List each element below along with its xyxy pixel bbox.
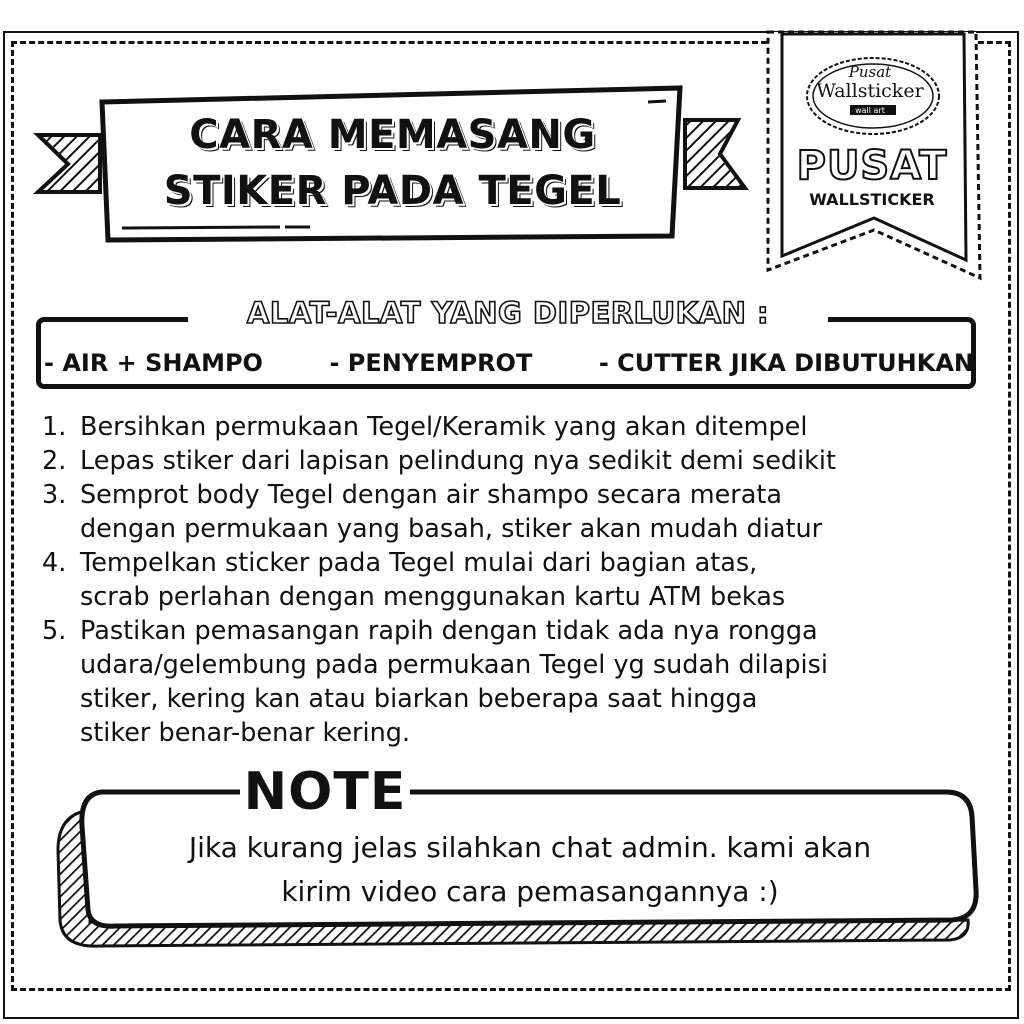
steps-list [42,410,1002,750]
step-line: Pastikan pemasangan rapih dengan tidak ada nya rongga [80,616,818,646]
step-line: udara/gelembung pada permukaan Tegel yg sudah dilapisi [80,650,828,680]
title-banner [30,80,760,250]
step-number: 1. [42,412,67,442]
note-line-1: Jika kurang jelas silahkan chat admin. kami akan [188,831,872,864]
step-line: stiker, kering kan atau biarkan beberapa saat hingga [80,684,758,714]
logo-brand-sub: WALLSTICKER [809,190,935,209]
step-number: 3. [42,480,67,510]
step-item [42,614,1002,750]
tool-item-cutter: - CUTTER JIKA DIBUTUHKAN [598,349,974,377]
step-line: Bersihkan permukaan Tegel/Keramik yang akan ditempel [80,412,808,442]
step-item [42,410,1002,444]
title-line-2: STIKER PADA TEGEL [163,168,622,214]
note-text [95,826,965,914]
step-item [42,444,1002,478]
logo-brand-big: PUSAT [796,143,948,189]
step-line: stiker benar-benar kering. [80,718,411,748]
tools-heading: ALAT-ALAT YANG DIPERLUKAN : [188,296,828,330]
logo-main-text: Wallsticker [816,80,924,102]
tool-item-sprayer: - PENYEMPROT [329,349,533,377]
logo-small-text: wall art [855,106,885,115]
note-title: NOTE [240,762,410,822]
tools-list [44,343,974,383]
step-line: dengan permukaan yang basah, stiker akan mudah diatur [80,514,823,544]
title-line-1: CARA MEMASANG [189,112,596,158]
step-line: Semprot body Tegel dengan air shampo secara merata [80,480,783,510]
step-item [42,478,1002,546]
step-line: Lepas stiker dari lapisan pelindung nya sedikit demi sedikit [80,446,836,476]
tool-item-water-shampoo: - AIR + SHAMPO [44,349,263,377]
step-number: 4. [42,548,67,578]
step-line: Tempelkan sticker pada Tegel mulai dari bagian atas, [80,548,758,578]
logo-script-text: Pusat [848,63,892,81]
step-number: 2. [42,446,67,476]
note-line-2: kirim video cara pemasangannya :) [281,875,779,908]
step-number: 5. [42,616,67,646]
step-item [42,546,1002,614]
step-line: scrab perlahan dengan menggunakan kartu ATM bekas [80,582,786,612]
